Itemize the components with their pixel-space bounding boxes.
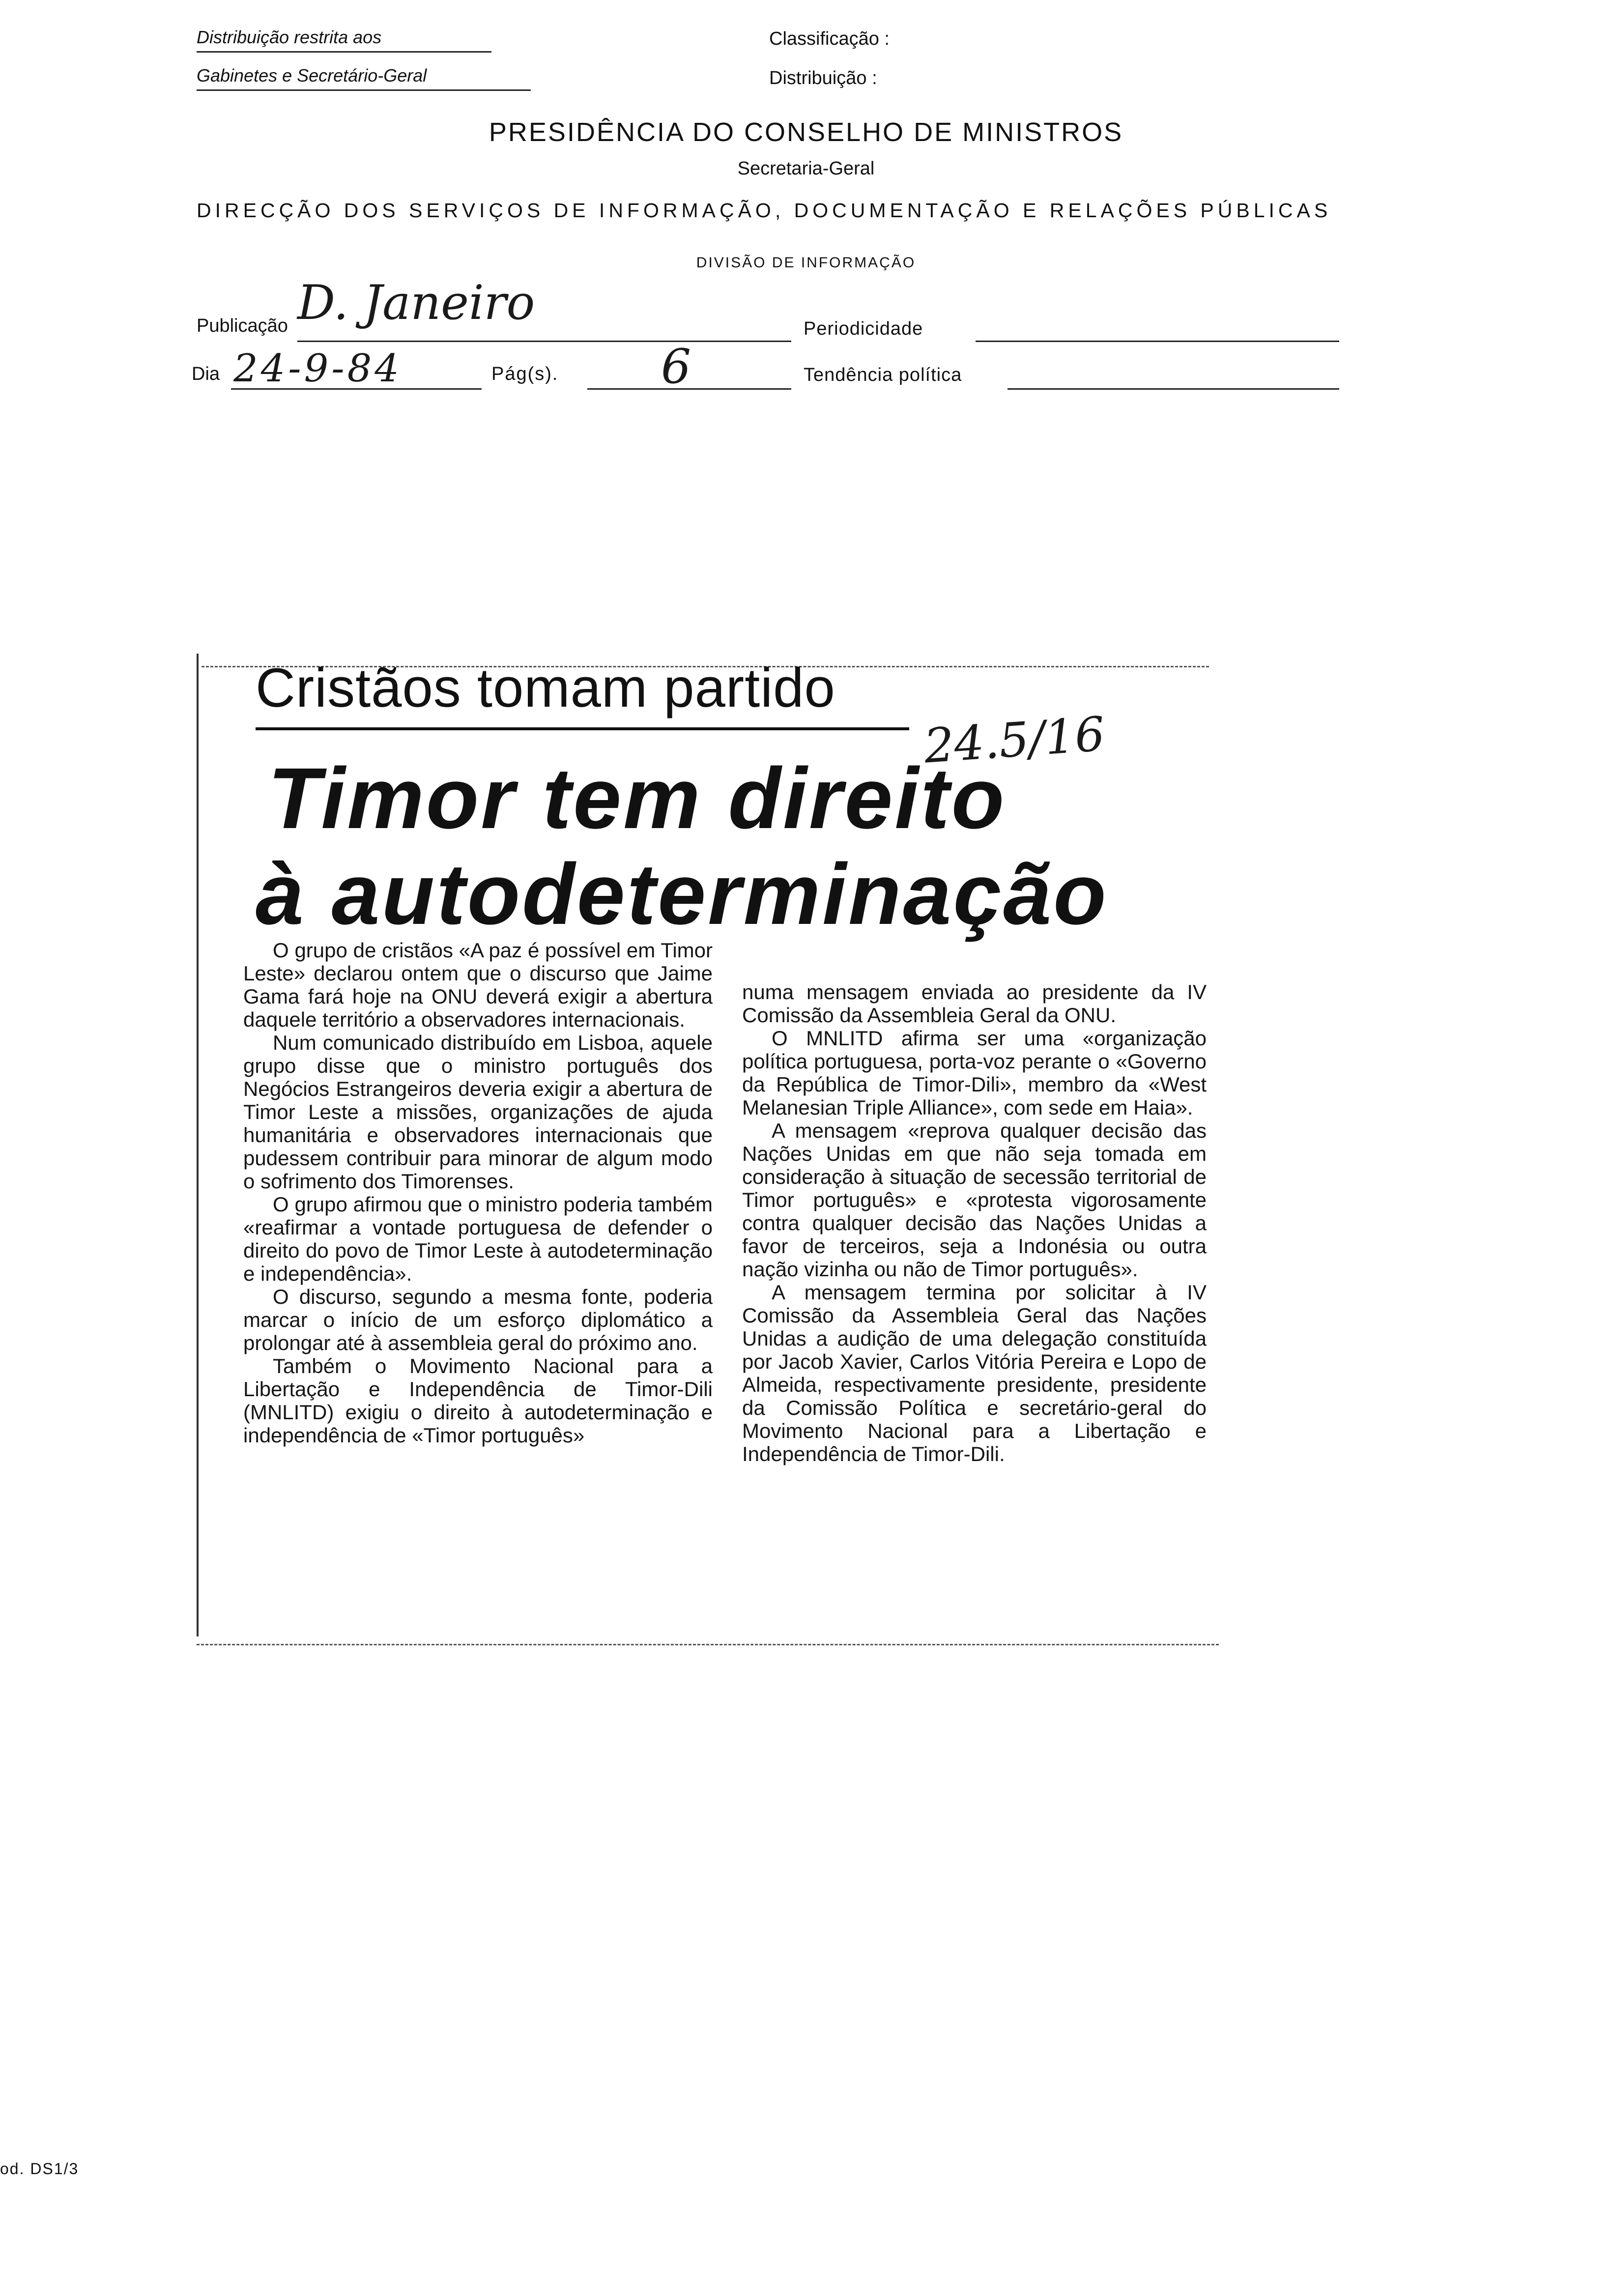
periodicity-line [976,341,1339,342]
col1-paragraph-5: Também o Movimento Nacional para a Libertação e Independência de Timor-Dili (MNLITD) exigiu o direito à autodeterminação e independência de «Timor português» [243,1354,713,1447]
pages-value: 6 [661,339,691,394]
col1-paragraph-4: O discurso, segundo a mesma fonte, poderia marcar o início de um esforço diplomático a prolongar até à assembleia geral do próximo ano. [243,1285,713,1354]
form-code: od. DS1/3 [0,2160,79,2178]
kicker-rule [256,727,909,730]
day-label: Dia [192,364,220,384]
headline-line1: Timor tem direito [268,750,1007,847]
col1-paragraph-2: Num comunicado distribuído em Lisboa, aquele grupo disse que o ministro português dos Negócios Estrangeiros deveria exigir a abertura de Timor Leste a missões, organizações de ajuda humanitária e observadores internacionais que pudessem contribuir para minorar de algum modo o sofrimento dos Timorenses. [243,1031,713,1193]
clipping-left-edge [197,654,199,1636]
headline-line2: à autodeterminação [256,846,1108,943]
publication-label: Publicação [197,316,288,336]
distribution-label: Distribuição : [769,68,877,88]
tendency-label: Tendência política [804,365,962,385]
col1-paragraph-1: O grupo de cristãos «A paz é possível em Timor Leste» declarou ontem que o discurso que Jaime Gama fará hoje na ONU deverá exigir a abertura daquele território a observadores internacionais. [243,939,713,1031]
col2-paragraph-1: numa mensagem enviada ao presidente da IV Comissão da Assembleia Geral da ONU. [742,980,1207,1027]
margin-note: 24.5/16 [922,706,1107,774]
classification-label: Classificação : [769,29,890,49]
article-column-1 [243,939,713,1447]
article-kicker: Cristãos tomam partido [256,657,835,718]
publication-value: D. Janeiro [297,275,535,330]
col2-paragraph-3: A mensagem «reprova qualquer decisão das Nações Unidas em que não seja tomada em consideração à situação de secessão territorial de Timor português» e «protesta vigorosamente contra qualquer decisão das Nações Unidas a favor de terceiros, seja a Indonésia ou outra nação vizinha ou não de Timor português». [742,1119,1207,1281]
pages-line [587,388,791,390]
publication-line [297,341,791,342]
day-value: 24-9-84 [233,346,402,391]
col2-paragraph-2: O MNLITD afirma ser uma «organização política portuguesa, porta-voz perante o «Governo da República de Timor-Dili», membro da «West Melanesian Triple Alliance», com sede em Haia». [742,1027,1207,1119]
clipping-bottom-edge [197,1644,1219,1645]
col1-paragraph-3: O grupo afirmou que o ministro poderia também «reafirmar a vontade portuguesa de defender o direito do povo de Timor Leste à autodeterminação e independência». [243,1193,713,1285]
division-title: DIVISÃO DE INFORMAÇÃO [696,255,916,271]
tendency-line [1008,388,1339,390]
directorate-title: DIRECÇÃO DOS SERVIÇOS DE INFORMAÇÃO, DOCUMENTAÇÃO E RELAÇÕES PÚBLICAS [197,199,1332,222]
restricted-distribution-line2: Gabinetes e Secretário-Geral [197,64,531,91]
day-line [231,388,482,390]
secretariat-title: Secretaria-Geral [737,158,875,179]
article-column-2 [742,980,1207,1465]
restricted-distribution-line1: Distribuição restrita aos [197,26,491,53]
presidency-title: PRESIDÊNCIA DO CONSELHO DE MINISTROS [489,117,1123,147]
pages-label: Pág(s). [491,364,559,384]
col2-paragraph-4: A mensagem termina por solicitar à IV Comissão da Assembleia Geral das Nações Unidas a audição de uma delegação constituída por Jacob Xavier, Carlos Vitória Pereira e Lopo de Almeida, respectivamente presidente, presidente da Comissão Política e secretário-geral do Movimento Nacional para a Libertação e Independência de Timor-Dili. [742,1281,1207,1465]
periodicity-label: Periodicidade [804,318,923,339]
